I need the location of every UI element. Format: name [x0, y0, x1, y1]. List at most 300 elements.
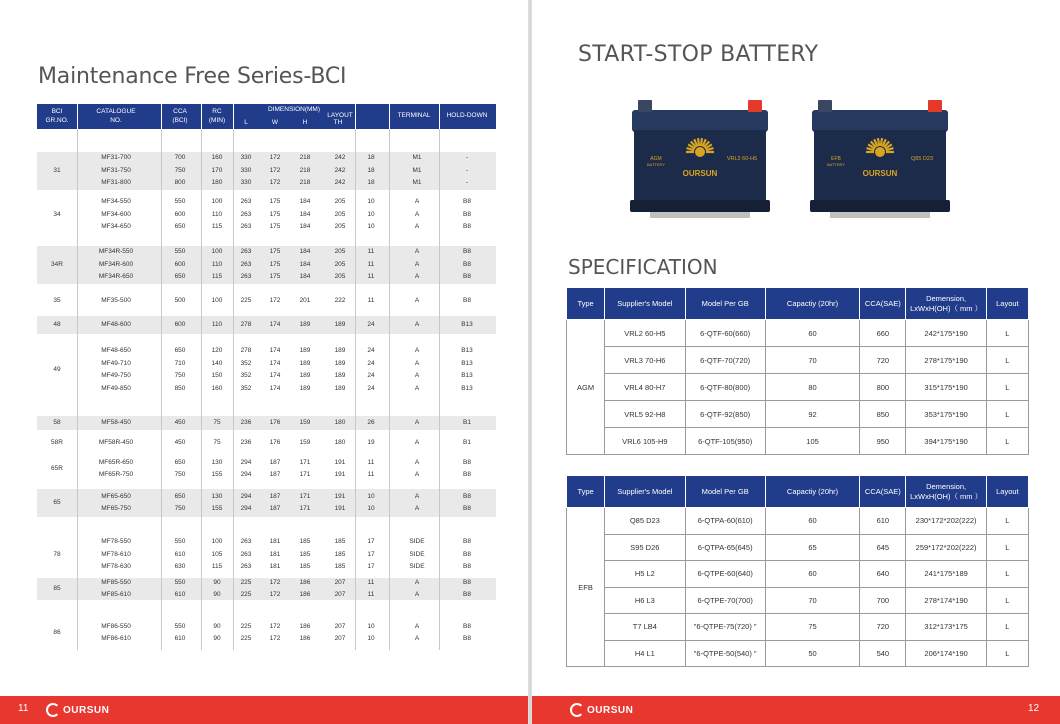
table-cell: 263	[240, 223, 252, 231]
table-cell: 171	[299, 505, 311, 512]
bci-group-label: 86	[53, 629, 61, 636]
table-cell: 330	[240, 154, 252, 162]
table-cell: 176	[269, 438, 281, 446]
table-cell: 185	[299, 550, 311, 558]
table-cell: 175	[269, 223, 281, 231]
catalogue-cell: MF65R-650	[98, 458, 134, 466]
specification-title: SPECIFICATION	[568, 255, 718, 279]
catalogue-cell: MF31-700	[101, 154, 131, 162]
header-type: Type	[567, 288, 605, 320]
table-cell: 650	[174, 458, 186, 466]
spec-cell: 540	[860, 640, 906, 667]
sun-logo-icon	[46, 703, 60, 717]
page-title-right: START-STOP BATTERY	[578, 42, 819, 67]
table-cell: 180	[334, 438, 346, 446]
catalogue-cell: MF31-800	[101, 179, 131, 187]
left-page	[0, 0, 528, 724]
agm-spec-table	[566, 287, 1029, 455]
table-cell: 24	[367, 384, 375, 392]
header-catalogue: CATALOGUE	[96, 108, 136, 115]
table-cell: B8	[463, 492, 471, 500]
table-cell: 186	[299, 578, 311, 586]
battery-type-sub: BATTERY	[646, 162, 666, 167]
catalogue-cell: MF58R-450	[98, 438, 134, 446]
header-separator	[201, 104, 202, 129]
table-cell: 175	[269, 198, 281, 206]
table-cell: 11	[367, 260, 375, 268]
table-cell: 352	[240, 359, 252, 367]
table-cell: 218	[299, 166, 311, 174]
bci-table	[37, 104, 496, 650]
table-cell: 187	[269, 492, 281, 500]
table-cell: 185	[299, 563, 311, 571]
table-cell: 174	[269, 384, 281, 392]
table-cell: 294	[240, 471, 252, 478]
table-cell: 184	[299, 273, 311, 281]
table-cell: 205	[334, 248, 346, 256]
table-cell: A	[414, 591, 420, 598]
table-cell: 205	[334, 210, 346, 218]
spec-cell: 700	[860, 587, 906, 614]
battery-lid	[632, 110, 768, 132]
table-cell: 90	[213, 578, 221, 586]
table-cell: 294	[240, 505, 252, 512]
table-cell: 352	[240, 384, 252, 392]
catalogue-cell: MF49-750	[101, 372, 131, 379]
spec-cell: 720	[860, 347, 906, 374]
table-cell: 242	[334, 166, 346, 174]
spec-cell: L	[986, 508, 1028, 535]
header-separator	[161, 104, 162, 129]
spec-cell: 92	[765, 401, 859, 428]
table-cell: A	[414, 492, 420, 500]
table-cell: 278	[240, 320, 252, 328]
table-cell: 550	[174, 198, 186, 206]
spec-cell: 640	[860, 561, 906, 588]
table-cell: 175	[269, 248, 281, 256]
header-dimension	[906, 476, 986, 508]
table-cell: 110	[211, 320, 223, 328]
table-cell: B8	[463, 296, 471, 304]
table-cell: 24	[367, 347, 375, 354]
table-cell: 550	[174, 578, 186, 586]
catalogue-cell: MF48-600	[101, 320, 131, 328]
catalogue-cell: MF85-610	[101, 591, 131, 598]
sun-core	[695, 147, 705, 157]
table-cell: 155	[211, 505, 223, 512]
spec-cell: 278*174*190	[906, 587, 986, 614]
header-layout: LAYOUT	[327, 112, 353, 119]
table-cell: 191	[334, 505, 346, 512]
table-cell: A	[414, 347, 420, 354]
table-cell: 236	[240, 438, 252, 446]
table-row	[567, 561, 1029, 588]
page-number-right: 12	[1028, 703, 1040, 714]
spec-header-row	[567, 476, 1029, 508]
table-cell: 24	[367, 320, 375, 328]
table-cell: A	[414, 320, 420, 328]
catalogue-cell: MF34-650	[101, 223, 131, 231]
spec-cell: L	[986, 374, 1028, 401]
table-cell: 120	[211, 347, 223, 354]
table-cell: 170	[211, 166, 223, 174]
footer-left	[0, 696, 528, 724]
table-cell: A	[414, 635, 420, 642]
table-cell: 181	[269, 538, 281, 546]
table-cell: 750	[174, 372, 186, 379]
table-cell: 186	[299, 622, 311, 630]
sun-ray	[881, 138, 882, 146]
brand-name-left: OURSUN	[63, 704, 110, 716]
spec-cell: 645	[860, 534, 906, 561]
table-cell: 450	[174, 418, 186, 426]
bci-group-label: 48	[53, 321, 61, 328]
spec-cell: 206*174*190	[906, 640, 986, 667]
efb-spec-table	[566, 475, 1029, 667]
header-separator	[439, 104, 440, 129]
table-cell: B13	[461, 347, 473, 354]
table-cell: 187	[269, 505, 281, 512]
table-cell: 263	[240, 273, 252, 281]
table-cell: 650	[174, 223, 186, 231]
table-cell: A	[414, 260, 420, 268]
spec-cell: L	[986, 401, 1028, 428]
table-cell: 159	[299, 438, 311, 446]
table-cell: 100	[211, 538, 223, 546]
spec-cell: 242*175*190	[906, 320, 986, 347]
table-cell: 207	[334, 591, 346, 598]
table-cell: 187	[269, 458, 281, 466]
table-cell: 10	[367, 505, 375, 512]
spec-cell: 6-QTF-60(660)	[685, 320, 765, 347]
table-cell: 160	[211, 154, 223, 162]
spec-cell: L	[986, 320, 1028, 347]
spec-cell: 6-QTPE-60(640)	[685, 561, 765, 588]
spec-header-row	[567, 288, 1029, 320]
spec-cell: 65	[765, 534, 859, 561]
table-cell: 550	[174, 622, 186, 630]
table-cell: 115	[211, 273, 223, 281]
sun-ray	[698, 138, 699, 146]
table-cell: 650	[174, 347, 186, 354]
table-cell: B8	[463, 458, 471, 466]
table-cell: 159	[299, 418, 311, 426]
table-cell: 10	[367, 198, 375, 206]
spec-cell: 6-QTF-80(800)	[685, 374, 765, 401]
spec-cell: S95 D26	[605, 534, 685, 561]
battery-shadow	[650, 212, 750, 218]
table-cell: 184	[299, 260, 311, 268]
table-cell: 100	[211, 198, 223, 206]
table-cell: 263	[240, 210, 252, 218]
table-cell: 181	[269, 563, 281, 571]
table-cell: 700	[174, 154, 186, 162]
header-supplier-model: Supplier's Model	[605, 476, 685, 508]
spec-cell: 353*175*190	[906, 401, 986, 428]
table-cell: 189	[299, 384, 311, 392]
catalogue-cell: MF34R-550	[98, 248, 134, 256]
footer-right	[532, 696, 1060, 724]
table-cell: 10	[367, 622, 375, 630]
battery-type-cell: EFB	[567, 508, 605, 667]
table-cell: 600	[174, 260, 186, 268]
table-cell: A	[414, 273, 420, 281]
spec-cell: 610	[860, 508, 906, 535]
table-cell: 218	[299, 179, 311, 187]
table-cell: 184	[299, 223, 311, 231]
header-dimension: DIMENSION(MM)	[268, 106, 320, 113]
header-separator	[355, 104, 356, 129]
table-cell: A	[414, 578, 420, 586]
table-cell: 189	[299, 359, 311, 367]
table-cell: 155	[211, 471, 223, 478]
table-cell: 18	[367, 179, 375, 187]
header-separator	[389, 104, 390, 129]
spec-cell: 6-QTF-105(950)	[685, 428, 765, 455]
bci-group-label: 65	[53, 499, 61, 506]
header-layout: Layout	[986, 476, 1028, 508]
spec-cell: 80	[765, 374, 859, 401]
spec-cell: 6-QTF-92(850)	[685, 401, 765, 428]
table-cell: 450	[174, 438, 186, 446]
sun-ray	[878, 138, 879, 146]
battery-body	[634, 130, 766, 204]
header-cca: CCA	[173, 108, 187, 115]
table-cell: B8	[463, 622, 471, 630]
battery-model-label: Q85 D23	[910, 156, 934, 162]
table-cell: 17	[367, 550, 375, 558]
table-cell: 100	[211, 296, 223, 304]
spec-cell: 6-QTPA-60(610)	[685, 508, 765, 535]
table-cell: 180	[334, 418, 346, 426]
table-cell: M1	[412, 154, 422, 162]
table-cell: 181	[269, 550, 281, 558]
table-cell: B8	[463, 260, 471, 268]
table-cell: 26	[367, 418, 375, 426]
table-cell: 17	[367, 563, 375, 571]
table-cell: 172	[269, 591, 281, 598]
table-cell: 172	[269, 578, 281, 586]
right-page	[532, 0, 1060, 724]
page-number-left: 11	[18, 703, 29, 714]
table-cell: 171	[299, 492, 311, 500]
table-cell: A	[414, 418, 420, 426]
catalogue-cell: MF34R-600	[98, 260, 134, 268]
header-rc-unit: (MIN)	[208, 117, 226, 124]
table-cell: 185	[334, 550, 346, 558]
table-cell: 189	[299, 320, 311, 328]
table-cell: B8	[463, 635, 471, 642]
table-cell: 189	[334, 347, 346, 354]
battery-maker: OURSUN	[682, 169, 718, 178]
catalogue-cell: MF34R-650	[98, 273, 134, 281]
spec-cell: "6-QTPE-50(540) "	[685, 640, 765, 667]
table-row	[567, 508, 1029, 535]
spec-cell: H4 L1	[605, 640, 685, 667]
table-cell: 185	[299, 538, 311, 546]
spec-cell: Q85 D23	[605, 508, 685, 535]
spec-cell: T7 LB4	[605, 614, 685, 641]
table-cell: 90	[213, 591, 221, 598]
table-cell: 172	[269, 635, 281, 642]
header-dimension-label: Demension,	[926, 293, 967, 303]
table-cell: 650	[174, 273, 186, 281]
sun-core	[875, 147, 885, 157]
table-cell: 10	[367, 635, 375, 642]
table-cell: B8	[463, 550, 471, 558]
catalogue-cell: MF49-710	[101, 359, 131, 367]
table-cell: 175	[269, 210, 281, 218]
table-cell: 850	[174, 384, 186, 392]
table-cell: 263	[240, 198, 252, 206]
bci-table-header	[37, 104, 496, 129]
spec-cell: 75	[765, 614, 859, 641]
header-cca: CCA(SAE)	[860, 288, 906, 320]
table-cell: 610	[174, 635, 186, 642]
table-cell: 225	[240, 622, 252, 630]
catalogue-cell: MF85-550	[101, 578, 131, 586]
catalogue-cell: MF34-550	[101, 198, 131, 206]
table-cell: 242	[334, 179, 346, 187]
table-cell: 189	[299, 372, 311, 379]
table-cell: 189	[334, 320, 346, 328]
positive-terminal	[748, 100, 762, 112]
brand-logo-left	[46, 701, 109, 719]
spec-cell: "6-QTPE-75(720) "	[685, 614, 765, 641]
header-no: NO.	[110, 117, 122, 124]
table-cell: 263	[240, 538, 252, 546]
spec-cell: H6 L3	[605, 587, 685, 614]
table-cell: A	[414, 505, 420, 512]
table-cell: 207	[334, 635, 346, 642]
spec-cell: VRL3 70-H6	[605, 347, 685, 374]
bci-group-label: 34	[53, 211, 61, 218]
table-cell: 189	[334, 384, 346, 392]
table-cell: -	[465, 179, 469, 187]
spec-cell: VRL6 105-H9	[605, 428, 685, 455]
efb-battery-image	[810, 94, 950, 224]
catalogue-cell: MF35-500	[101, 296, 131, 304]
table-cell: 172	[269, 296, 281, 304]
table-cell: B8	[463, 273, 471, 281]
table-cell: B1	[463, 438, 471, 446]
table-cell: 218	[299, 154, 311, 162]
table-cell: 180	[211, 179, 223, 187]
table-cell: SIDE	[409, 538, 425, 546]
table-cell: -	[465, 166, 469, 174]
table-cell: 174	[269, 347, 281, 354]
bci-group-label: 85	[53, 585, 61, 592]
table-cell: 330	[240, 179, 252, 187]
bci-group-label: 35	[53, 297, 61, 304]
table-cell: B8	[463, 591, 471, 598]
table-cell: 172	[269, 166, 281, 174]
table-row	[567, 534, 1029, 561]
table-cell: A	[414, 210, 420, 218]
battery-base	[810, 200, 950, 212]
table-cell: 130	[211, 492, 223, 500]
table-cell: 191	[334, 492, 346, 500]
table-cell: 191	[334, 471, 346, 478]
catalogue-cell: MF78-550	[101, 538, 131, 546]
table-cell: 11	[367, 591, 375, 598]
table-cell: 500	[174, 296, 186, 304]
table-cell: 10	[367, 492, 375, 500]
spec-cell: 60	[765, 561, 859, 588]
table-cell: 172	[269, 622, 281, 630]
table-row	[567, 428, 1029, 455]
table-cell: 630	[174, 563, 186, 571]
header-capacity: Capactiy (20hr)	[765, 476, 859, 508]
spec-cell: L	[986, 428, 1028, 455]
spec-cell: 720	[860, 614, 906, 641]
table-cell: 352	[240, 372, 252, 379]
catalogue-cell: MF65-750	[101, 505, 131, 512]
table-cell: B13	[461, 320, 473, 328]
catalogue-cell: MF31-750	[101, 166, 131, 174]
catalogue-cell: MF86-550	[101, 622, 131, 630]
table-cell: 610	[174, 550, 186, 558]
table-cell: A	[414, 296, 420, 304]
table-cell: B13	[461, 359, 473, 367]
spec-cell: L	[986, 614, 1028, 641]
table-cell: 242	[334, 154, 346, 162]
column-divider	[439, 129, 440, 650]
table-cell: 191	[334, 458, 346, 466]
header-capacity: Capactiy (20hr)	[765, 288, 859, 320]
table-row	[567, 640, 1029, 667]
table-cell: 171	[299, 458, 311, 466]
table-row	[567, 347, 1029, 374]
spec-cell: L	[986, 587, 1028, 614]
table-cell: 11	[367, 471, 375, 478]
header-type: Type	[567, 476, 605, 508]
table-cell: 263	[240, 248, 252, 256]
table-cell: A	[414, 471, 420, 478]
table-cell: 294	[240, 458, 252, 466]
bci-group-label: 31	[53, 167, 61, 174]
table-cell: 172	[269, 154, 281, 162]
table-cell: 17	[367, 538, 375, 546]
spec-cell: VRL5 92-H8	[605, 401, 685, 428]
header-dim-l: L	[244, 119, 248, 126]
table-cell: 110	[211, 260, 223, 268]
table-cell: M1	[412, 179, 422, 187]
table-cell: 185	[334, 538, 346, 546]
table-cell: 186	[299, 635, 311, 642]
spec-cell: 312*173*175	[906, 614, 986, 641]
catalogue-cell: MF65R-750	[98, 471, 134, 478]
spec-cell: 105	[765, 428, 859, 455]
table-cell: 11	[367, 248, 375, 256]
table-cell: 100	[211, 248, 223, 256]
header-model-per-gb: Model Per GB	[685, 476, 765, 508]
header-supplier-model: Supplier's Model	[605, 288, 685, 320]
negative-terminal	[638, 100, 652, 112]
table-row	[567, 320, 1029, 347]
table-cell: 174	[269, 372, 281, 379]
battery-base	[630, 200, 770, 212]
spec-cell: 315*175*190	[906, 374, 986, 401]
agm-battery-image	[630, 94, 770, 224]
bci-group-label: 58R	[51, 439, 63, 446]
table-cell: 11	[367, 296, 375, 304]
catalogue-cell: MF34-600	[101, 210, 131, 218]
table-cell: 222	[334, 296, 346, 304]
table-cell: 105	[211, 550, 223, 558]
table-cell: A	[414, 223, 420, 231]
table-cell: B8	[463, 505, 471, 512]
